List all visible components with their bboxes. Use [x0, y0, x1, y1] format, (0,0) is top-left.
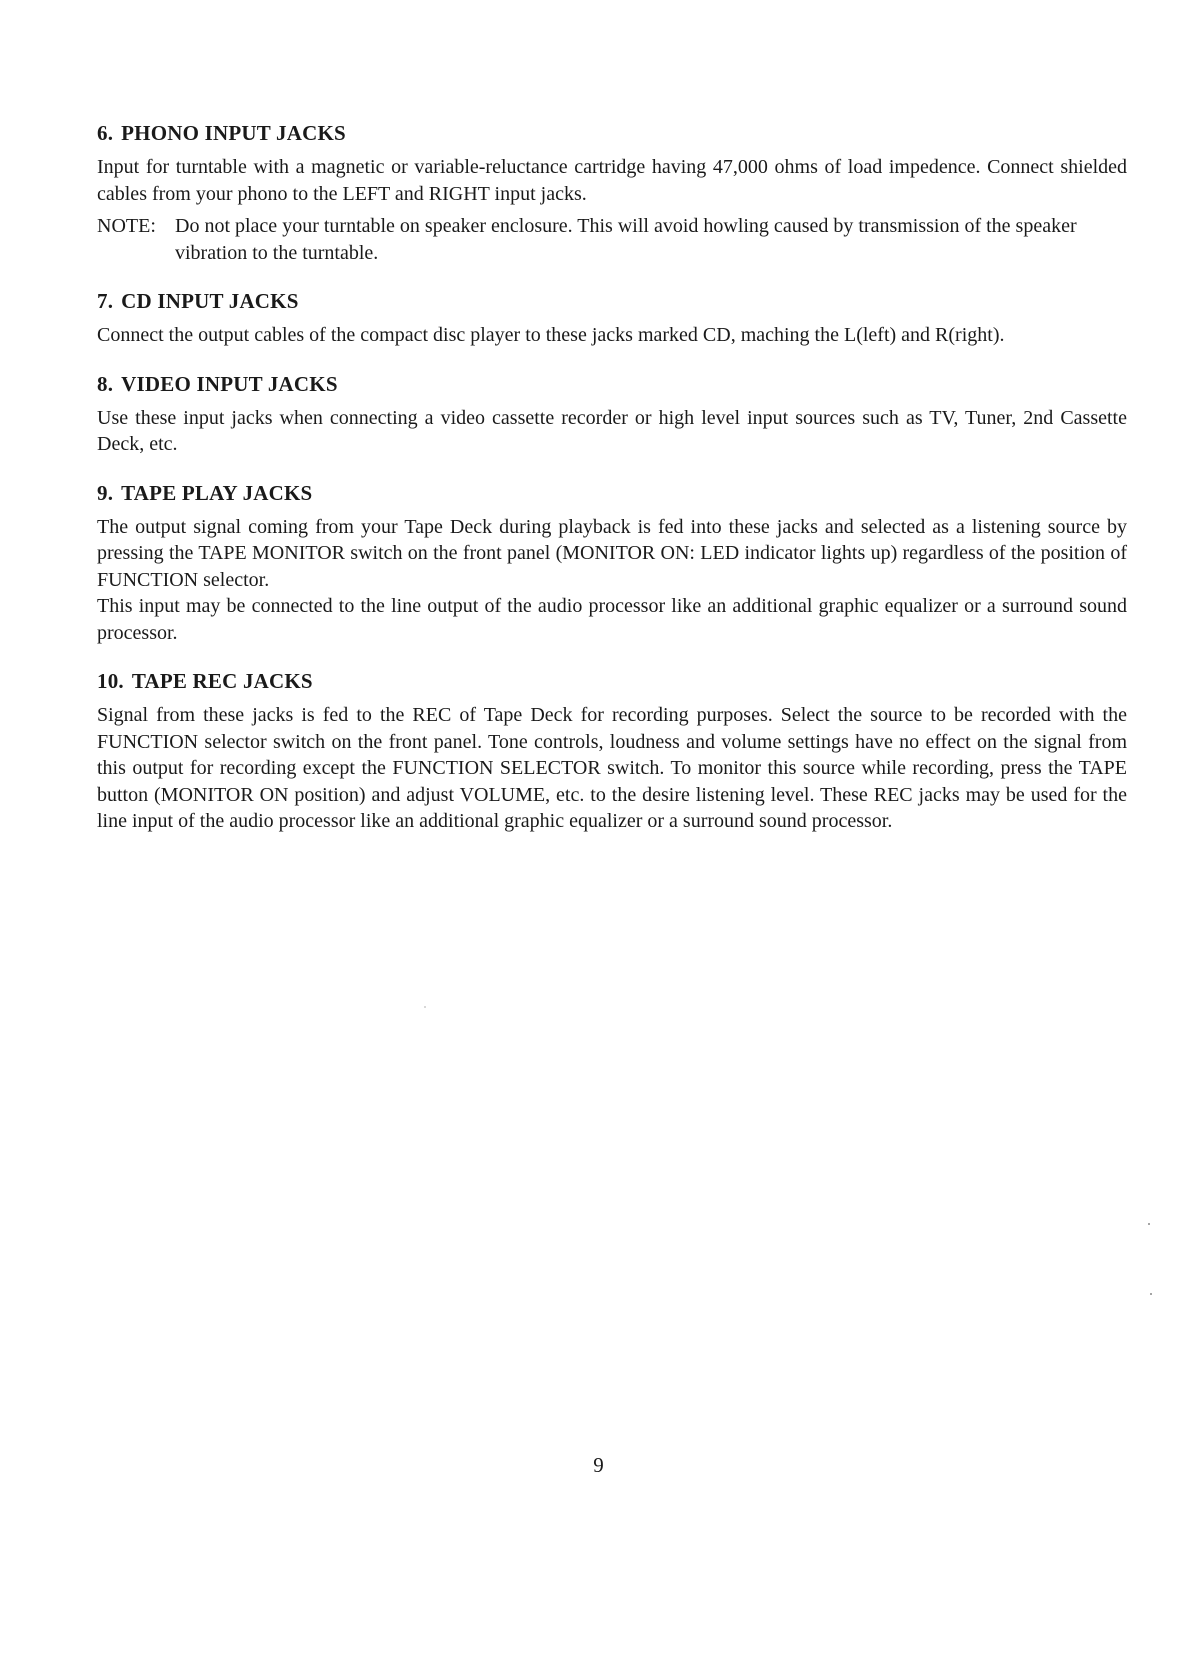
- section-title: TAPE REC JACKS: [131, 669, 313, 693]
- section-heading: [97, 666, 1127, 696]
- section-title: CD INPUT JACKS: [121, 289, 299, 313]
- page-number: 9: [593, 1453, 604, 1477]
- scan-speck: [1150, 1293, 1152, 1295]
- section-title: VIDEO INPUT JACKS: [121, 371, 338, 396]
- section-number: 10.: [97, 669, 124, 693]
- section-paragraph: Input for turntable with a magnetic or variable-reluctance cartridge having 47,000 ohms of load impedence. Connect shielded cables from your phono to the LEFT and RIGHT input jacks.: [97, 156, 1127, 205]
- section-number: 6.: [97, 121, 114, 145]
- note-block: [97, 213, 1127, 266]
- note-label: NOTE:: [97, 215, 156, 237]
- section-heading: [97, 286, 1127, 316]
- section-number: 7.: [97, 289, 114, 313]
- section-paragraph: Use these input jacks when connecting a video cassette recorder or high level input sources such as TV, Tuner, 2nd Cassette Deck, etc.: [97, 406, 1127, 455]
- scan-speck: [1148, 1223, 1150, 1225]
- section-number: 9.: [97, 480, 114, 505]
- scan-speck: [424, 1006, 426, 1008]
- section-paragraph: This input may be connected to the line output of the audio processor like an additional graphic equalizer or a surround sound processor.: [97, 595, 1127, 644]
- section-title: PHONO INPUT JACKS: [121, 121, 346, 145]
- section-heading: [97, 369, 1127, 399]
- section-paragraph: Connect the output cables of the compact disc player to these jacks marked CD, maching the L(left) and R(right).: [97, 324, 1005, 346]
- note-text: Do not place your turntable on speaker enclosure. This will avoid howling caused by transmission of the speaker vibration to the turntable.: [175, 215, 1077, 264]
- section-tape-rec-jacks: [97, 666, 1127, 835]
- section-cd-input-jacks: [97, 286, 1127, 349]
- section-heading: [97, 478, 1127, 508]
- section-paragraph: Signal from these jacks is fed to the REC of Tape Deck for recording purposes. Select the source to be recorded with the FUNCTION selector switch on the front panel. Tone controls, loudness and volume settings have no effect on the signal from this output for recording except the FUNCTION SELECTOR switch. To monitor this source while recording, press the TAPE button (MONITOR ON position) and adjust VOLUME, etc. to the desire listening level. These REC jacks may be used for the line input of the audio processor like an additional graphic equalizer or a surround sound processor.: [97, 704, 1127, 832]
- section-tape-play-jacks: [97, 478, 1127, 647]
- section-paragraph: The output signal coming from your Tape Deck during playback is fed into these jacks and selected as a listening source by pressing the TAPE MONITOR switch on the front panel (MONITOR ON: LED indicator lights up) regardless of the position of FUNCTION selector.: [97, 515, 1127, 591]
- section-title: TAPE PLAY JACKS: [121, 480, 313, 505]
- section-phono-input-jacks: [97, 118, 1127, 266]
- section-number: 8.: [97, 371, 114, 396]
- page-content: [97, 118, 1127, 855]
- section-heading: [97, 118, 1127, 148]
- section-video-input-jacks: [97, 369, 1127, 458]
